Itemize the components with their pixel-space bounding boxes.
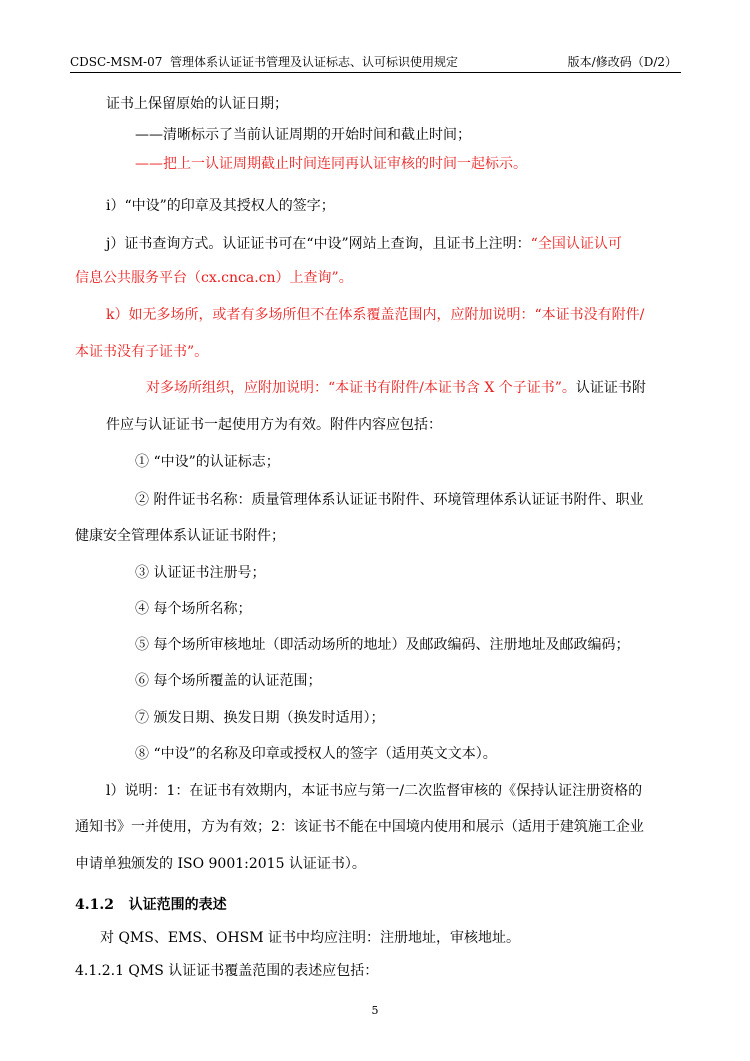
attachment-item-8: ⑧ “中设”的名称及印章或授权人的签字（适用英文文本）。 — [135, 746, 497, 762]
attachment-item-4: ④ 每个场所名称； — [135, 601, 252, 617]
item-j-red-text: “全国认证认可 — [530, 236, 622, 252]
page-number: 5 — [371, 1004, 379, 1017]
attachment-item-1: ① “中设”的认证标志； — [135, 454, 280, 470]
multi-site-black-text: 认证证书附 — [575, 380, 646, 396]
item-j-continued: 信息公共服务平台（cx.cnca.cn）上查询”。 — [75, 270, 353, 286]
line-retain-date: 证书上保留原始的认证日期； — [106, 96, 288, 112]
item-l-line-3: 申请单独颁发的 ISO 9001:2015 认证证书）。 — [75, 856, 366, 872]
line-current-period: ——清晰标示了当前认证周期的开始时间和截止时间； — [135, 127, 471, 143]
item-l-line-2: 通知书》一并使用，方为有效；2：该证书不能在中国境内使用和展示（适用于建筑施工企业 — [75, 819, 644, 835]
attachment-item-2-continued: 健康安全管理体系认证证书附件； — [75, 528, 285, 544]
multi-site-red-text: 对多场所组织，应附加说明：“本证书有附件/本证书含 X 个子证书”。 — [146, 380, 576, 396]
section-4-1-2-text: 对 QMS、EMS、OHSM 证书中均应注明：注册地址，审核地址。 — [100, 930, 521, 946]
doc-title: 管理体系认证证书管理及认证标志、认可标识使用规定 — [170, 55, 459, 69]
attachment-item-2: ② 附件证书名称：质量管理体系认证证书附件、环境管理体系认证证书附件、职业 — [135, 492, 644, 508]
section-title: 认证范围的表述 — [128, 897, 227, 913]
section-4-1-2-heading — [75, 896, 227, 914]
section-4-1-2-1-heading: 4.1.2.1 QMS 认证证书覆盖范围的表述应包括： — [75, 963, 379, 979]
item-i: i）“中设”的印章及其授权人的签字； — [106, 198, 335, 214]
attachment-item-5: ⑤ 每个场所审核地址（即活动场所的地址）及邮政编码、注册地址及邮政编码； — [135, 637, 630, 653]
item-j — [106, 235, 622, 253]
attachment-item-3: ③ 认证证书注册号； — [135, 565, 266, 581]
page-header — [70, 52, 681, 73]
attachment-item-6: ⑥ 每个场所覆盖的认证范围； — [135, 673, 322, 689]
section-number: 4.1.2 — [75, 897, 114, 913]
multi-site-continued: 件应与认证证书一起使用方为有效。附件内容应包括： — [106, 417, 442, 433]
attachment-item-7: ⑦ 颁发日期、换发日期（换发时适用）； — [135, 710, 385, 726]
doc-code: CDSC-MSM-07 — [70, 55, 163, 69]
item-j-text: j）证书查询方式。认证证书可在“中设”网站上查询，且证书上注明： — [106, 236, 531, 252]
header-doc-title — [70, 52, 458, 72]
header-version: 版本/修改码（D/2） — [567, 55, 677, 69]
line-previous-period: ——把上一认证周期截止时间连同再认证审核的时间一起标示。 — [135, 156, 527, 172]
item-l-line-1: l）说明：1：在证书有效期内，本证书应与第一/二次监督审核的《保持认证注册资格的 — [106, 783, 643, 799]
item-k-line-1: k）如无多场所，或者有多场所但不在体系覆盖范围内，应附加说明：“本证书没有附件/ — [106, 307, 645, 323]
multi-site-note — [146, 379, 646, 397]
item-k-line-2: 本证书没有子证书”。 — [75, 344, 209, 360]
